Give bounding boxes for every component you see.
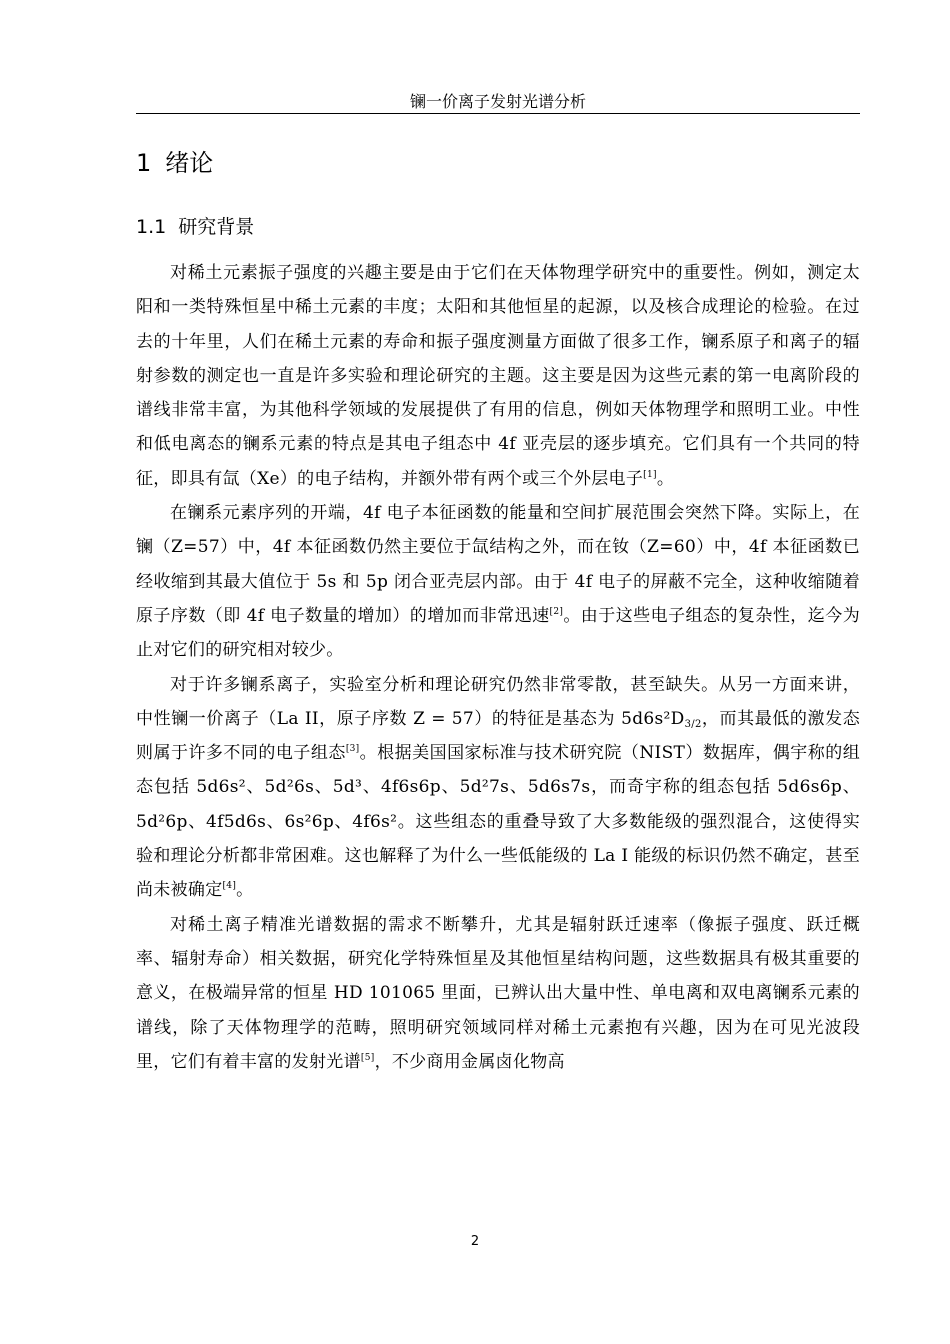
chapter-number: 1 bbox=[136, 149, 152, 177]
paragraph-text: ，而其最低的激发态则属于许多不同的电子组态 bbox=[136, 708, 860, 764]
chapter-title: 绪论 bbox=[165, 149, 214, 177]
citation-ref: [4] bbox=[222, 881, 237, 892]
section-number: 1.1 bbox=[136, 216, 167, 238]
paragraph-text: ，不少商用金属卤化物高 bbox=[374, 1051, 565, 1072]
term-subscript: 3/2 bbox=[684, 718, 702, 730]
paragraph-text: 。 bbox=[656, 468, 675, 489]
header-rule bbox=[136, 113, 860, 114]
citation-ref: [3] bbox=[345, 744, 360, 755]
paragraph-4 bbox=[136, 908, 860, 1079]
paragraph-2 bbox=[136, 496, 860, 667]
paragraph-text: 对稀土元素振子强度的兴趣主要是由于它们在天体物理学研究中的重要性。例如，测定太阳和一类特殊恒星中稀土元素的丰度；太阳和其他恒星的起源，以及核合成理论的检验。在过去的十年里，人们在稀土元素的寿命和振子强度测量方面做了很多工作，镧系原子和离子的辐射参数的测定也一直是许多实验和理论研究的主题。这主要是因为这些元素的第一电离阶段的谱线非常丰富，为其他科学领域的发展提供了有用的信息，例如天体物理学和照明工业。中性和低电离态的镧系元素的特点是其电子组态中 4f 亚壳层的逐步填充。它们具有一个共同的特征，即具有氙（Xe）的电子结构，并额外带有两个或三个外层电子 bbox=[136, 263, 860, 489]
paragraph-3 bbox=[136, 668, 860, 908]
paragraph-text: 对于许多镧系离子，实验室分析和理论研究仍然非常零散，甚至缺失。从另一方面来讲，中性镧一价离子（La II，原子序数 Z = 57）的特征是基态为 5d6s²D bbox=[136, 674, 860, 729]
citation-ref: [5] bbox=[360, 1052, 375, 1063]
running-header: 镧一价离子发射光谱分析 bbox=[409, 92, 586, 111]
section-heading bbox=[136, 214, 254, 240]
paragraph-text: 在镧系元素序列的开端，4f 电子本征函数的能量和空间扩展范围会突然下降。实际上，在镧（Z=57）中，4f 本征函数仍然主要位于氙结构之外，而在钕（Z=60）中，4f 本征函数已经收缩到其最大值位于 5s 和 5p 闭合亚壳层内部。由于 4f 电子的屏蔽不完全，这种收缩随着原子序数（即 4f 电子数量的增加）的增加而非常迅速 bbox=[136, 503, 860, 626]
page-number: 2 bbox=[470, 1234, 480, 1249]
paragraph-text: 。由于这些电子组态的复杂性，迄今为止对它们的研究相对较少。 bbox=[136, 605, 860, 661]
body-text bbox=[136, 256, 860, 1079]
paragraph-text: 。 bbox=[236, 880, 254, 901]
paragraph-text: 。根据美国国家标准与技术研究院（NIST）数据库，偶宇称的组态包括 5d6s²、5d²6s、5d³、4f6s6p、5d²7s、5d6s7s，而奇宇称的组态包括 5d6s6p、5d²6p、4f5d6s、6s²6p、4f6s²。这些组态的重叠导致了大多数能级的强烈混合，这使得实验和理论分析都非常困难。这也解释了为什么一些低能级的 La I 能级的标识仍然不确定，甚至尚未被确定 bbox=[136, 743, 860, 901]
citation-ref: [1] bbox=[643, 469, 657, 480]
chapter-heading bbox=[136, 148, 213, 178]
citation-ref: [2] bbox=[549, 606, 564, 617]
paragraph-1 bbox=[136, 256, 860, 496]
section-title: 研究背景 bbox=[178, 216, 255, 238]
paragraph-text: 对稀土离子精准光谱数据的需求不断攀升，尤其是辐射跃迁速率（像振子强度、跃迁概率、辐射寿命）相关数据，研究化学特殊恒星及其他恒星结构问题，这些数据具有极其重要的意义，在极端异常的恒星 HD 101065 里面，已辨认出大量中性、单电离和双电离镧系元素的谱线，除了天体物理学的范畴，照明研究领域同样对稀土元素抱有兴趣，因为在可见光波段里，它们有着丰富的发射光谱 bbox=[136, 914, 860, 1072]
